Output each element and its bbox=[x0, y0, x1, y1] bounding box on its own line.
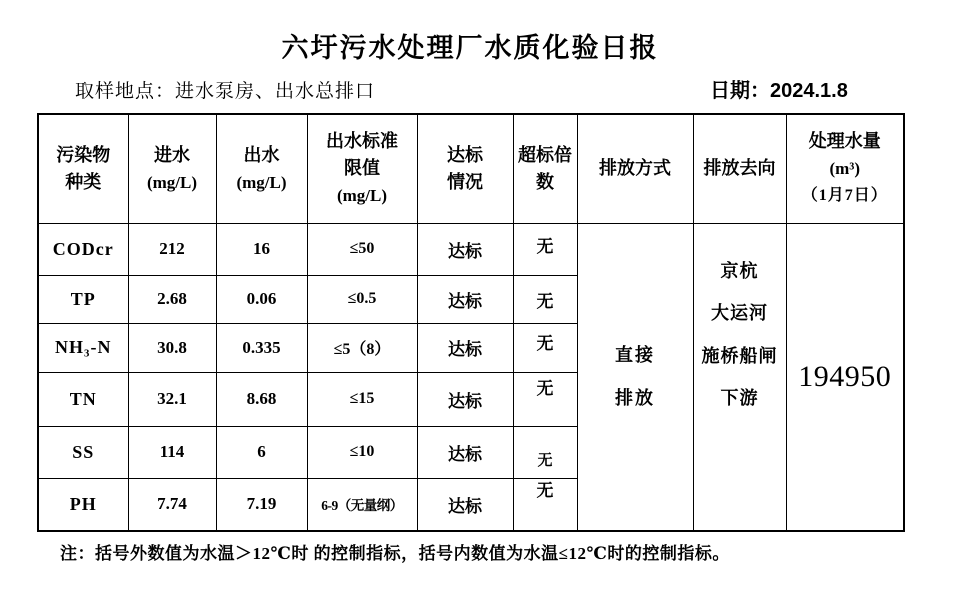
cell-effluent: 0.335 bbox=[216, 323, 307, 372]
sampling-location: 取样地点：进水泵房、出水总排口 bbox=[75, 81, 376, 102]
col-header-volume: 处理水量 (m³) （1月7日） bbox=[786, 114, 904, 223]
water-quality-table bbox=[37, 113, 905, 532]
cell-influent: 7.74 bbox=[128, 478, 216, 531]
cell-status: 达标 bbox=[417, 372, 513, 426]
cell-exceed: 无 bbox=[513, 426, 577, 478]
cell-status: 达标 bbox=[417, 323, 513, 372]
cell-influent: 212 bbox=[128, 223, 216, 275]
cell-influent: 32.1 bbox=[128, 372, 216, 426]
cell-limit: ≤0.5 bbox=[307, 275, 417, 323]
col-header-pollutant: 污染物 种类 bbox=[38, 114, 128, 223]
table-row-codcr bbox=[38, 223, 904, 275]
cell-pollutant: SS bbox=[38, 426, 128, 478]
col-header-limit: 出水标准 限值 (mg/L) bbox=[307, 114, 417, 223]
cell-exceed: 无 bbox=[513, 478, 577, 531]
col-header-method: 排放方式 bbox=[577, 114, 693, 223]
table-header-row bbox=[38, 114, 904, 223]
col-header-exceed: 超标倍 数 bbox=[513, 114, 577, 223]
cell-pollutant: CODcr bbox=[38, 223, 128, 275]
cell-effluent: 0.06 bbox=[216, 275, 307, 323]
cell-limit: ≤50 bbox=[307, 223, 417, 275]
cell-limit: ≤10 bbox=[307, 426, 417, 478]
cell-influent: 114 bbox=[128, 426, 216, 478]
col-header-effluent: 出水 (mg/L) bbox=[216, 114, 307, 223]
cell-influent: 2.68 bbox=[128, 275, 216, 323]
cell-exceed: 无 bbox=[513, 223, 577, 275]
cell-treated-volume: 194950 bbox=[786, 223, 904, 531]
col-header-status: 达标 情况 bbox=[417, 114, 513, 223]
report-date: 日期：2024.1.8 bbox=[710, 80, 848, 102]
cell-exceed: 无 bbox=[513, 323, 577, 372]
cell-discharge-method: 直接 排放 bbox=[577, 223, 693, 531]
cell-pollutant: PH bbox=[38, 478, 128, 531]
report-title: 六圩污水处理厂水质化验日报 bbox=[281, 33, 659, 63]
cell-status: 达标 bbox=[417, 275, 513, 323]
cell-limit: 6-9（无量纲） bbox=[307, 478, 417, 531]
cell-exceed: 无 bbox=[513, 275, 577, 323]
cell-status: 达标 bbox=[417, 223, 513, 275]
cell-effluent: 16 bbox=[216, 223, 307, 275]
col-header-influent: 进水 (mg/L) bbox=[128, 114, 216, 223]
cell-limit: ≤15 bbox=[307, 372, 417, 426]
cell-limit: ≤5（8） bbox=[307, 323, 417, 372]
cell-discharge-destination: 京杭 大运河 施桥船闸 下游 bbox=[693, 223, 786, 531]
cell-pollutant: TN bbox=[38, 372, 128, 426]
cell-influent: 30.8 bbox=[128, 323, 216, 372]
cell-effluent: 7.19 bbox=[216, 478, 307, 531]
cell-status: 达标 bbox=[417, 478, 513, 531]
footnote: 注：括号外数值为水温＞12℃时 的控制指标，括号内数值为水温≤12℃时的控制指标。 bbox=[60, 544, 730, 563]
cell-exceed: 无 bbox=[513, 372, 577, 426]
cell-pollutant: NH₃-N bbox=[38, 323, 128, 372]
cell-effluent: 6 bbox=[216, 426, 307, 478]
cell-status: 达标 bbox=[417, 426, 513, 478]
cell-effluent: 8.68 bbox=[216, 372, 307, 426]
cell-pollutant: TP bbox=[38, 275, 128, 323]
col-header-destination: 排放去向 bbox=[693, 114, 786, 223]
